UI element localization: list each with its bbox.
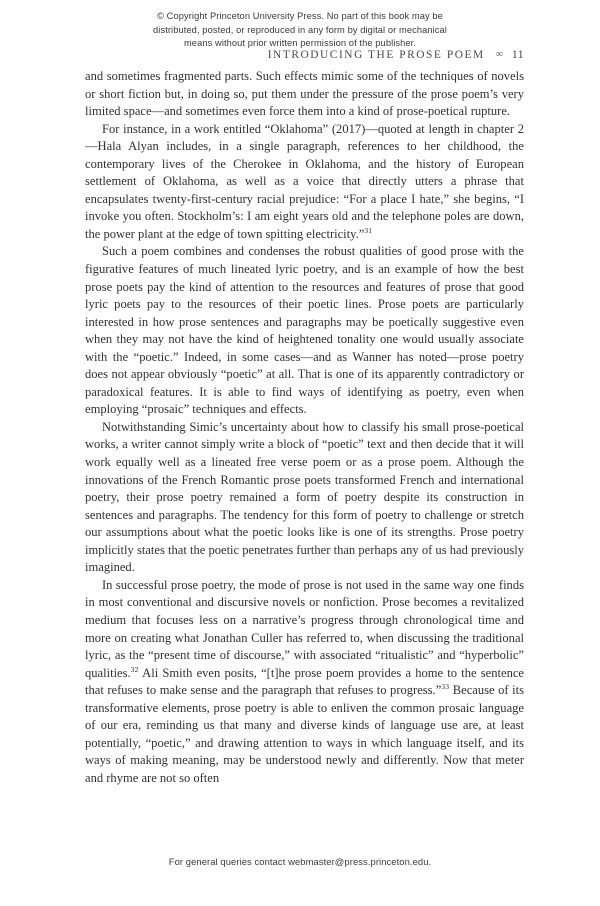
footnote-ref-31[interactable]: 31 bbox=[364, 225, 373, 235]
paragraph-5-segment-3: Because of its transformative elements, prose poetry is able to enliven the common prosaic language of our era, reminding us that many and diverse kinds of language use are, at least potentially, “poetic,” and drawing attention to ways in which language itself, and its ways of making meaning, may be understood newly and differently. Now that meter and rhyme are not so often bbox=[85, 683, 524, 785]
ornament-icon: ∞ bbox=[495, 49, 503, 60]
footnote-ref-32[interactable]: 32 bbox=[130, 664, 139, 674]
page-number: 11 bbox=[511, 48, 524, 61]
paragraph-3-text: Such a poem combines and condenses the robust qualities of good prose with the figurative features of much lineated lyric poetry, and is an example of how the best prose poets pay the kind of attention to the resources and features of prose that good lyric poets pay to the resources of their poetic lines. Prose poets are particularly interested in how prose sentences and paragraphs may be poetically suggestive even when they may not have the kind of heightened tonality one would usually associate with the “poetic.” Indeed, in some cases—and as Wanner has noted—prose poetry does not appear obviously “poetic” at all. That is one of its apparently contradictory or paradoxical features. It is able to find ways of identifying as poetry, even when employing “prosaic” techniques and effects. bbox=[85, 244, 524, 417]
paragraph-4 bbox=[85, 419, 524, 577]
paragraph-1 bbox=[85, 68, 524, 121]
copyright-notice bbox=[0, 10, 600, 51]
running-head bbox=[85, 48, 524, 61]
footnote-ref-33[interactable]: 33 bbox=[441, 681, 450, 691]
paragraph-3 bbox=[85, 243, 524, 418]
paragraph-4-text: Notwithstanding Simic’s uncertainty about how to classify his small prose-poetical works, a writer cannot simply write a block of “poetic” text and then decide that it will work equally well as a lineated free verse poem or as a prose poem. Although the innovations of the French Romantic prose poets transformed French and international poetry, their prose poetry remained a form of poetry despite its construction in sentences and paragraphs. The tendency for this form of poetry to challenge or stretch our assumptions about what the poetic looks like is one of its strengths. Prose poetry implicitly states that the poetic penetrates further than perhaps any of us had previously imagined. bbox=[85, 419, 524, 575]
paragraph-5 bbox=[85, 577, 524, 788]
paragraph-2 bbox=[85, 121, 524, 244]
copyright-line-2: distributed, posted, or reproduced in any form by digital or mechanical bbox=[153, 24, 447, 35]
paragraph-5-segment-1: In successful prose poetry, the mode of prose is not used in the same way one finds in most conventional and discursive novels or nonfiction. Prose becomes a revitalized medium that focuses less on a narrative’s progress through chronological time and more on creating what Jonathan Culler has referred to, when discussing the traditional lyric, as the “present time of discourse,” with associated “ritualistic” and “hyperbolic” qualities. bbox=[85, 577, 524, 680]
paragraph-1-text: and sometimes fragmented parts. Such effects mimic some of the techniques of novels or short fiction but, in doing so, put them under the pressure of the prose poem’s very limited space—and sometimes even force them into a kind of prose-poetical rupture. bbox=[85, 69, 524, 119]
paragraph-5-segment-2: Ali Smith even posits, “[t]he prose poem provides a home to the sentence that refuses to make sense and the paragraph that refuses to progress.” bbox=[85, 665, 524, 698]
paragraph-2-text: For instance, in a work entitled “Oklahoma” (2017)—quoted at length in chapter 2—Hala Alyan includes, in a single paragraph, references to her childhood, the contemporary lives of the Cherokee in Oklahoma, and the history of European settlement of Oklahoma, as well as a voice that directly utters a phrase that encapsulates twenty-first-century racial prejudice: “For a place I hate,” she begins, “I invoke you often. Stockholm’s: I am eight years old and the telephone poles are down, the power plant at the edge of town spitting electricity.” bbox=[85, 121, 524, 241]
body-text-block bbox=[85, 68, 524, 787]
copyright-line-1: © Copyright Princeton University Press. No part of this book may be bbox=[157, 11, 443, 21]
footer-notice: For general queries contact webmaster@press.princeton.edu. bbox=[168, 856, 432, 867]
copyright-line-3: means without prior written permission of the publisher. bbox=[183, 38, 417, 49]
running-head-title: INTRODUCING THE PROSE POEM bbox=[267, 49, 485, 61]
